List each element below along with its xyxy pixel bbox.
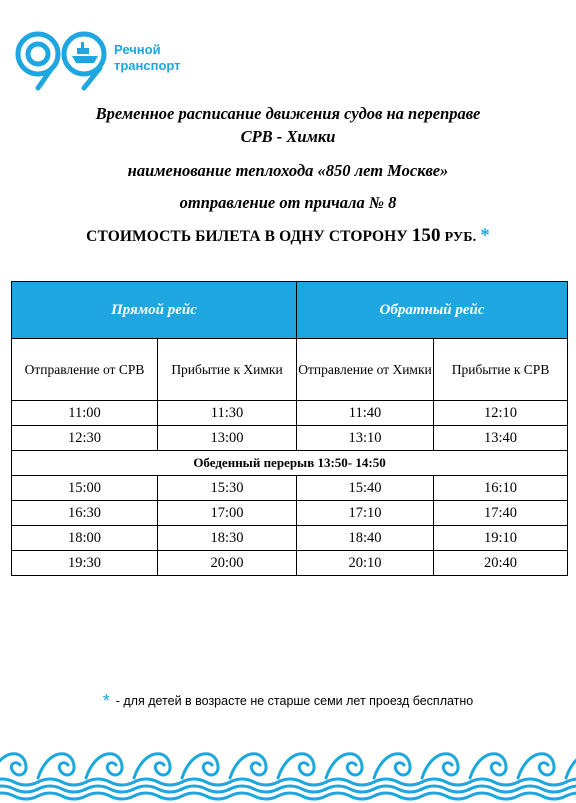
price-label: СТОИМОСТЬ БИЛЕТА В ОДНУ СТОРОНУ [86,228,408,245]
ship-name: наименование теплохода «850 лет Москве» [127,161,449,180]
wave-line-icon [566,786,576,792]
table-cell: 12:30 [12,426,158,451]
wave-line-icon [230,786,278,792]
column-header: Прибытие к Химки [158,339,297,401]
wave-line-icon [134,793,182,799]
table-cell: 18:30 [158,526,297,551]
table-row [12,501,568,526]
wave-line-icon [566,793,576,799]
table-cell: 19:10 [434,526,568,551]
lunch-break-row [12,451,568,476]
table-cell: 18:00 [12,526,158,551]
wave-line-icon [374,793,422,799]
wave-line-icon [470,779,518,785]
ticket-price [0,225,576,247]
table-cell: 13:00 [158,426,297,451]
wave-line-icon [278,786,326,792]
wave-line-icon [374,779,422,785]
table-cell: 17:40 [434,501,568,526]
wave-line-icon [134,786,182,792]
pier-info: отправление от причала № 8 [179,193,397,212]
table-cell: 16:10 [434,476,568,501]
wave-line-icon [182,779,230,785]
price-asterisk: * [480,225,490,246]
footnote [0,691,576,712]
table-cell: 12:10 [434,401,568,426]
wave-line-icon [182,786,230,792]
table-cell: 18:40 [297,526,434,551]
wave-curl-icon [374,754,410,778]
table-row [12,526,568,551]
lunch-break-label: Обеденный перерыв 13:50- 14:50 [12,451,568,476]
direct-trip-header: Прямой рейс [12,282,297,339]
wave-line-icon [470,786,518,792]
wave-curl-icon [326,754,362,778]
table-cell: 16:30 [12,501,158,526]
brand-line-2: транспорт [114,58,181,73]
wave-curl-icon [0,754,26,778]
wave-line-icon [278,779,326,785]
wave-line-icon [374,786,422,792]
wave-line-icon [230,779,278,785]
wave-line-icon [86,793,134,799]
table-cell: 13:40 [434,426,568,451]
wave-line-icon [518,779,566,785]
wave-line-icon [566,779,576,785]
wave-line-icon [422,779,470,785]
table-cell: 17:00 [158,501,297,526]
footnote-text: - для детей в возрасте не старше семи лет проезд бесплатно [115,694,474,708]
price-currency: РУБ. [444,230,477,245]
table-row [12,401,568,426]
wave-curl-icon [470,754,506,778]
wave-line-icon [518,793,566,799]
schedule-title: Временное расписание движения судов на переправе [95,104,481,123]
wave-line-icon [470,793,518,799]
wave-line-icon [0,786,38,792]
table-cell: 15:30 [158,476,297,501]
schedule-table [11,281,568,576]
return-trip-header: Обратный рейс [297,282,568,339]
wave-line-icon [278,793,326,799]
wave-line-icon [0,793,38,799]
wave-curl-icon [230,754,266,778]
wave-line-icon [518,786,566,792]
column-header-row [12,339,568,401]
wave-line-icon [326,786,374,792]
brand-name [114,42,181,74]
table-row [12,476,568,501]
table-cell: 17:10 [297,501,434,526]
wave-curl-icon [422,754,458,778]
price-amount: 150 [411,225,441,246]
table-cell: 11:40 [297,401,434,426]
table-row [12,426,568,451]
wave-curl-icon [182,754,218,778]
wave-border-icon [0,738,576,803]
wave-curl-icon [134,754,170,778]
wave-line-icon [86,786,134,792]
table-row [12,551,568,576]
wave-line-icon [134,779,182,785]
wave-line-icon [38,793,86,799]
wave-line-icon [326,793,374,799]
table-cell: 20:10 [297,551,434,576]
wave-line-icon [38,779,86,785]
wave-line-icon [182,793,230,799]
wave-line-icon [38,786,86,792]
table-header-row [12,282,568,339]
table-cell: 19:30 [12,551,158,576]
wave-curl-icon [86,754,122,778]
wave-line-icon [422,793,470,799]
column-header: Отправление от Химки [297,339,434,401]
table-cell: 11:00 [12,401,158,426]
table-cell: 13:10 [297,426,434,451]
table-cell: 20:00 [158,551,297,576]
wave-line-icon [0,779,38,785]
wave-curl-icon [278,754,314,778]
wave-curl-icon [38,754,74,778]
column-header: Отправление от СРВ [12,339,158,401]
wave-line-icon [230,793,278,799]
wave-line-icon [422,786,470,792]
wave-line-icon [326,779,374,785]
brand-line-1: Речной [114,42,161,57]
column-header: Прибытие к СРВ [434,339,568,401]
wave-line-icon [86,779,134,785]
table-cell: 15:40 [297,476,434,501]
wave-curl-icon [518,754,554,778]
table-cell: 15:00 [12,476,158,501]
wave-curl-icon [566,754,576,778]
route-name: СРВ - Химки [240,127,336,146]
table-cell: 20:40 [434,551,568,576]
footnote-asterisk: * [102,691,110,711]
table-cell: 11:30 [158,401,297,426]
